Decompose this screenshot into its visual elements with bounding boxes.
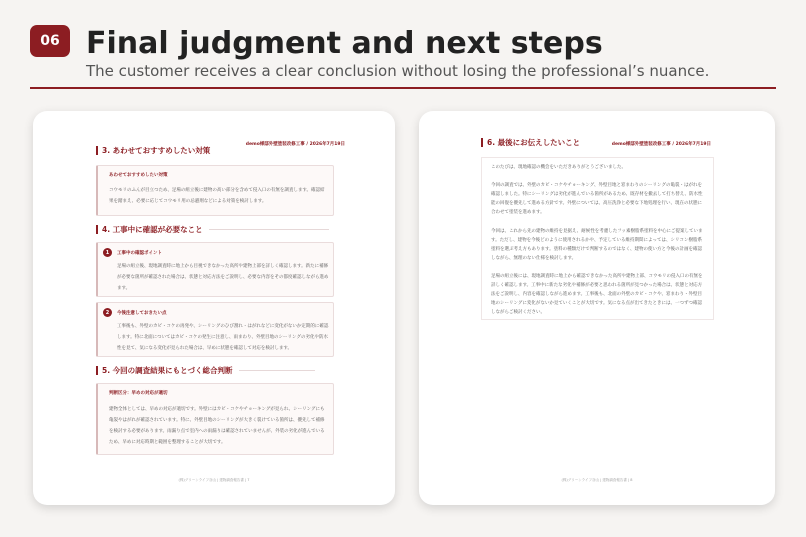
section-6-heading [481, 137, 580, 148]
slide-subtitle: The customer receives a clear conclusion without losing the professional’s nuance. [86, 62, 710, 80]
section-rule [209, 229, 329, 230]
section-marker [96, 366, 98, 375]
page-footer: (株)グリーンライフ谷山 | 建物調査報告書 | 8 [561, 478, 633, 482]
page-header: demo様邸外壁塗装改修工事 / 2026年7月19日 [611, 142, 711, 147]
closing-paragraph-2: 今回の調査では、外壁のカビ・コケやチョーキング、外壁目地と窓まわりのシーリングの亀裂・はがれを確認しました。特にシーリングは劣化が進んでいる箇所があるため、既存材を撤去して打ち替え、防水性能の回復を優先して進める方針です。外壁については、高圧洗浄と必要な下地処理を行い、現在の状態に合わせて塗装を進めます。 [491, 183, 703, 215]
box-body: コウモリのふんが目立つため、足場の組立後に建物の高い部分を含めて侵入口の有無を調査します。確認結果を踏まえ、必要に応じてコウモリ用の忌避剤などによる対策を検討します。 [109, 188, 325, 204]
slide-title: Final judgment and next steps [86, 26, 603, 61]
page-header: demo様邸外壁塗装改修工事 / 2026年7月19日 [245, 142, 345, 147]
title-divider [30, 87, 776, 89]
slide-number-badge: 06 [30, 25, 70, 57]
section-title: 5. 今回の調査結果にもとづく総合判断 [102, 366, 233, 375]
item-body: 足場の組立後、現地調査時に地上から目視できなかった高所や建物上部を詳しく確認します。新たに補修が必要な箇所が確認された場合は、状態と対応方法をご説明し、必要な内容をその都度確認しながら進めます。 [117, 264, 329, 291]
judgment-box [96, 383, 334, 455]
item-heading: 今後注意しておきたい点 [117, 311, 167, 316]
closing-paragraph-4: 足場の組立後には、現地調査時に地上から確認できなかった高所や建物上部、コウモリの侵入口の有無を詳しく確認します。工事中に新たな劣化や補修が必要と思われる箇所が見つかった場合は、状態と対応方法をご説明し、内容を確認しながら進めます。工事後も、北面の外壁のカビ・コケや、窓まわり・外壁目地のシーリングに変化がないか見ていくことが大切です。気になる点が出てきたときには、一つずつ確認しながらご検討ください。 [491, 274, 703, 315]
section-marker [96, 225, 98, 234]
section-3-heading [96, 145, 210, 156]
box-heading: あわせておすすめしたい対策 [109, 173, 168, 178]
section-title: 6. 最後にお伝えしたいこと [487, 138, 581, 147]
closing-paragraph-3: 今回は、これから先の建物の維持を見据え、耐候性を考慮したフッ素樹脂系塗料を中心にご提案しています。ただし、建物を今後どのように使用されるかや、予定している維持期間によっては、シリコン樹脂系塗料を選ぶ考え方もあります。塗料の種類だけで判断するのではなく、建物の使い方と今後の計画を確認しながら、無理のない仕様を検討します。 [491, 229, 703, 261]
section-title: 3. あわせておすすめしたい対策 [102, 146, 211, 155]
item-number-badge: 1 [103, 248, 112, 257]
closing-paragraph-1: このたびは、現地確認の機会をいただきありがとうございました。 [491, 165, 626, 170]
recommendation-box [96, 165, 334, 216]
item-body: 工事後も、外壁のカビ・コケの再発や、シーリングのひび割れ・はがれなどに変化がないか定期的に確認します。特に北面についてはカビ・コケの発生に注意し、雨まわり、外壁目地のシーリングの劣化や防水性を見て、気になる変化が見られた場合は、早めに状態を確認して対応を検討します。 [117, 324, 329, 351]
report-page-7 [33, 111, 395, 505]
page-footer: (株)グリーンライフ谷山 | 建物調査報告書 | 7 [178, 478, 250, 482]
section-title: 4. 工事中に確認が必要なこと [102, 225, 203, 234]
judgment-body: 建物全体としては、早めの対応が適切です。外壁にはカビ・コケやチョーキングが見られ、シーリングにも亀裂やはがれが確認されています。特に、外壁目地のシーリングが大きく裂けている箇所は、優先して補修を検討する必要があります。雨漏り点で室内への雨漏りは確認されていませんが、外装の劣化が進んでいるため、早めに対応時期と範囲を整理することが大切です。 [109, 407, 325, 445]
section-marker [96, 146, 98, 155]
check-item-2 [96, 302, 334, 357]
section-marker [481, 138, 483, 147]
section-rule [239, 370, 315, 371]
section-4-heading [96, 224, 329, 235]
judgment-label: 判断区分：早めの対応が適切 [109, 391, 168, 396]
check-item-1 [96, 242, 334, 297]
item-heading: 工事中の確認ポイント [117, 251, 162, 256]
section-5-heading [96, 365, 315, 376]
report-page-8 [419, 111, 775, 505]
item-number-badge: 2 [103, 308, 112, 317]
